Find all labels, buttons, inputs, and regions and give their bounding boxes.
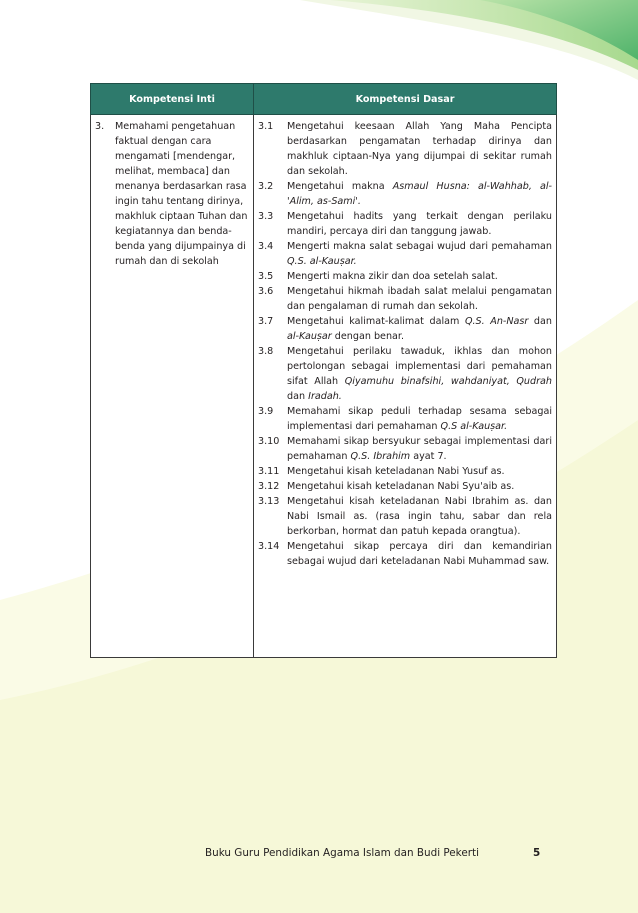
- kd-text-part: dan: [287, 391, 309, 402]
- kd-number: 3.6: [258, 286, 274, 297]
- kd-text-part: dan: [528, 316, 552, 327]
- kd-text-part: Mengetahui makna: [287, 181, 393, 192]
- kd-text-part: Mengetahui sikap percaya diri dan kemandirian sebagai wujud dari keteladanan Nabi Muhammad saw.: [287, 541, 552, 567]
- kd-text: [287, 269, 552, 284]
- kd-text: [287, 209, 552, 239]
- kd-text-italic: Q.S. Ibrahim: [350, 451, 411, 462]
- kd-text-part: Mengetahui kisah keteladanan Nabi Ibrahim as. dan Nabi Ismail as. (rasa ingin tahu, sabar dan rela berkorban, hormat dan patuh kepada orangtua).: [287, 496, 552, 537]
- header-kompetensi-dasar: Kompetensi Dasar: [254, 84, 557, 115]
- kd-text: [287, 179, 552, 209]
- kompetensi-inti-cell: [91, 115, 254, 658]
- kd-text: [287, 119, 552, 179]
- page-number: 5: [533, 847, 541, 859]
- kd-text-part: Mengerti makna zikir dan doa setelah salat.: [287, 271, 498, 282]
- kd-number: 3.9: [258, 406, 274, 417]
- kd-text: [287, 464, 552, 479]
- kd-item: [258, 269, 552, 284]
- kd-text-italic: Qiyamuhu binafsihi, wahdaniyat, Qudrah: [344, 376, 552, 387]
- kd-item: [258, 434, 552, 464]
- kd-text-italic: al-Kauṣar: [287, 331, 332, 342]
- kd-text: [287, 284, 552, 314]
- kd-item: [258, 479, 552, 494]
- kd-number: 3.14: [258, 541, 280, 552]
- kd-number: 3.7: [258, 316, 274, 327]
- kd-text: [287, 434, 552, 464]
- kd-number: 3.12: [258, 481, 280, 492]
- kd-number: 3.8: [258, 346, 274, 357]
- ki-number: 3.: [95, 121, 105, 132]
- kd-item: [258, 179, 552, 209]
- kd-text-part: Mengetahui kisah keteladanan Nabi Syu'aib as.: [287, 481, 515, 492]
- kd-text: [287, 239, 552, 269]
- kompetensi-dasar-cell: [254, 115, 557, 658]
- kd-text: [287, 344, 552, 404]
- header-kompetensi-inti: Kompetensi Inti: [91, 84, 254, 115]
- book-title: Buku Guru Pendidikan Agama Islam dan Budi Pekerti: [205, 847, 479, 859]
- kd-number: 3.1: [258, 121, 274, 132]
- kd-text-italic: Asmaul Husna: al-Wahhab, al-'Alim, as-Sami'.: [287, 181, 553, 207]
- kd-item: [258, 119, 552, 179]
- kd-text-part: Memahami sikap bersyukur sebagai implementasi dari pemahaman: [287, 436, 552, 462]
- competency-table: [90, 83, 557, 658]
- kd-text-italic: Q.S. An-Nasr: [464, 316, 529, 327]
- kd-text-part: Mengetahui kisah keteladanan Nabi Yusuf as.: [287, 466, 505, 477]
- kd-number: 3.13: [258, 496, 280, 507]
- kd-item: [258, 239, 552, 269]
- kd-number: 3.5: [258, 271, 274, 282]
- kd-text: [287, 314, 552, 344]
- kd-text-italic: Q.S. al-Kauṣar.: [287, 256, 357, 267]
- kd-text-part: Memahami sikap peduli terhadap sesama sebagai implementasi dari pemahaman: [287, 406, 552, 432]
- kd-text: [287, 404, 552, 434]
- kd-text-italic: Iradah.: [308, 391, 342, 402]
- kd-item: [258, 344, 552, 404]
- kd-text: [287, 539, 552, 569]
- kd-item: [258, 494, 552, 539]
- kd-number: 3.4: [258, 241, 274, 252]
- ki-text: Memahami pengetahuan faktual dengan cara mengamati [mendengar, melihat, membaca] dan menanya berdasarkan rasa ingin tahu tentang dirinya, makhluk ciptaan Tuhan dan kegiatannya dan benda-benda yang dijumpainya di rumah dan di sekolah: [115, 121, 248, 267]
- kd-text-part: ayat 7.: [410, 451, 447, 462]
- kd-text-part: Mengetahui keesaan Allah Yang Maha Pencipta berdasarkan pengamatan terhadap dirinya dan makhluk ciptaan-Nya yang dijumpai di sekitar rumah dan sekolah.: [287, 121, 552, 177]
- table-row: [91, 115, 557, 658]
- kd-text-part: dengan benar.: [331, 331, 405, 342]
- kd-item: [258, 539, 552, 569]
- kd-item: [258, 284, 552, 314]
- kd-text: [287, 479, 552, 494]
- kd-text-part: Mengerti makna salat sebagai wujud dari pemahaman: [287, 241, 552, 252]
- kd-item: [258, 404, 552, 434]
- ki-item: [95, 119, 249, 269]
- page-footer: [205, 847, 545, 859]
- kd-text: [287, 494, 552, 539]
- kd-text-italic: Q.S al-Kauṣar.: [440, 421, 508, 432]
- table-header-row: [91, 84, 557, 115]
- kd-text-part: Mengetahui perilaku tawaduk, ikhlas dan mohon pertolongan sebagai implementasi dari pemahaman sifat Allah: [287, 346, 552, 387]
- kd-text-part: Mengetahui hadits yang terkait dengan perilaku mandiri, percaya diri dan tanggung jawab.: [287, 211, 552, 237]
- kd-text-part: Mengetahui kalimat-kalimat dalam: [287, 316, 465, 327]
- kd-number: 3.2: [258, 181, 274, 192]
- kd-number: 3.10: [258, 436, 280, 447]
- kd-item: [258, 314, 552, 344]
- kd-text-part: Mengetahui hikmah ibadah salat melalui pengamatan dan pengalaman di rumah dan sekolah.: [287, 286, 552, 312]
- kd-number: 3.11: [258, 466, 280, 477]
- kd-item: [258, 209, 552, 239]
- kd-number: 3.3: [258, 211, 274, 222]
- kd-item: [258, 464, 552, 479]
